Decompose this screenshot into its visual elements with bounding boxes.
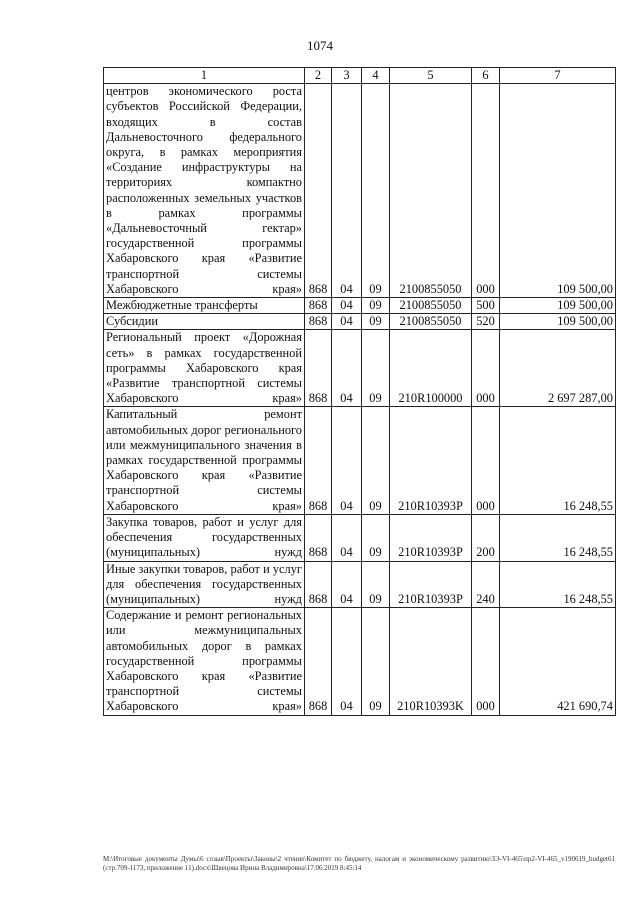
column-header: 1: [104, 68, 305, 84]
row-target-article: 210R10393K: [390, 608, 472, 715]
page-number: 1074: [307, 38, 333, 53]
table-row: [104, 514, 616, 561]
row-section-code: 04: [332, 84, 362, 298]
table-row: [104, 608, 616, 715]
row-section-code: 04: [332, 330, 362, 407]
row-target-article: 2100855050: [390, 314, 472, 330]
column-header: 2: [305, 68, 332, 84]
row-amount: 109 500,00: [500, 314, 616, 330]
row-expense-type: 200: [472, 514, 500, 561]
row-expense-type: 000: [472, 407, 500, 514]
row-ministry-code: 868: [305, 314, 332, 330]
row-expense-type: 000: [472, 608, 500, 715]
column-header: 6: [472, 68, 500, 84]
row-amount: 16 248,55: [500, 514, 616, 561]
row-amount: 16 248,55: [500, 561, 616, 608]
table-row: [104, 407, 616, 514]
row-expense-type: 500: [472, 298, 500, 314]
row-amount: 2 697 287,00: [500, 330, 616, 407]
row-amount: 16 248,55: [500, 407, 616, 514]
row-amount: 421 690,74: [500, 608, 616, 715]
row-section-code: 04: [332, 608, 362, 715]
row-ministry-code: 868: [305, 330, 332, 407]
row-target-article: 210R10393P: [390, 407, 472, 514]
row-ministry-code: 868: [305, 514, 332, 561]
row-ministry-code: 868: [305, 84, 332, 298]
budget-table: [103, 67, 616, 716]
row-expense-type: 000: [472, 84, 500, 298]
row-subsection-code: 09: [362, 514, 390, 561]
row-section-code: 04: [332, 514, 362, 561]
table-row: [104, 84, 616, 298]
row-target-article: 2100855050: [390, 298, 472, 314]
row-target-article: 210R100000: [390, 330, 472, 407]
row-name: Межбюджетные трансферты: [104, 298, 305, 314]
row-subsection-code: 09: [362, 84, 390, 298]
row-name: Закупка товаров, работ и услуг для обеспечения государственных (муниципальных) нужд: [104, 514, 305, 561]
row-subsection-code: 09: [362, 330, 390, 407]
column-header: 5: [390, 68, 472, 84]
row-name: Содержание и ремонт региональных или межмуниципальных автомобильных дорог в рамках государственной программы Хабаровского края «Развитие транспортной системы Хабаровского края»: [104, 608, 305, 715]
row-section-code: 04: [332, 298, 362, 314]
row-subsection-code: 09: [362, 608, 390, 715]
table-row: [104, 298, 616, 314]
row-section-code: 04: [332, 407, 362, 514]
row-subsection-code: 09: [362, 298, 390, 314]
row-amount: 109 500,00: [500, 298, 616, 314]
row-ministry-code: 868: [305, 561, 332, 608]
row-section-code: 04: [332, 561, 362, 608]
row-name: Капитальный ремонт автомобильных дорог регионального или межмуниципального значения в рамках государственной программы Хабаровского края «Развитие транспортной системы Хабаровского края»: [104, 407, 305, 514]
row-name: Региональный проект «Дорожная сеть» в рамках государственной программы Хабаровского края «Развитие транспортной системы Хабаровского края»: [104, 330, 305, 407]
column-header: 7: [500, 68, 616, 84]
document-path-footer: M:\Итоговые документы Думы\6 созыв\Проекты\Законы\2 чтение\Комитет по бюджету, налогам и экономическому развитию\ЗЭ-VI-465\пр2-VI-465_v190619_budget61 (стр.709-1173, приложение 11).docx\Швецова Ирина Владимировна\17.06.2019 8:45:14: [103, 855, 615, 872]
row-name: Иные закупки товаров, работ и услуг для обеспечения государственных (муниципальных) нужд: [104, 561, 305, 608]
row-target-article: 210R10393P: [390, 561, 472, 608]
row-name: центров экономического роста субъектов Российской Федерации, входящих в состав Дальневосточного федерального округа, в рамках мероприятия «Создание инфраструктуры на территориях компактно расположенных земельных участков в рамках программы «Дальневосточный гектар» государственной программы Хабаровского края «Развитие транспортной системы Хабаровского края»: [104, 84, 305, 298]
row-expense-type: 520: [472, 314, 500, 330]
table-row: [104, 330, 616, 407]
row-ministry-code: 868: [305, 407, 332, 514]
row-name: Субсидии: [104, 314, 305, 330]
row-ministry-code: 868: [305, 298, 332, 314]
row-expense-type: 240: [472, 561, 500, 608]
row-expense-type: 000: [472, 330, 500, 407]
row-ministry-code: 868: [305, 608, 332, 715]
row-section-code: 04: [332, 314, 362, 330]
table-row: [104, 561, 616, 608]
row-target-article: 2100855050: [390, 84, 472, 298]
column-header: 3: [332, 68, 362, 84]
row-subsection-code: 09: [362, 561, 390, 608]
table-row: [104, 314, 616, 330]
row-subsection-code: 09: [362, 314, 390, 330]
row-target-article: 210R10393P: [390, 514, 472, 561]
row-amount: 109 500,00: [500, 84, 616, 298]
table-header-row: [104, 68, 616, 84]
row-subsection-code: 09: [362, 407, 390, 514]
column-header: 4: [362, 68, 390, 84]
